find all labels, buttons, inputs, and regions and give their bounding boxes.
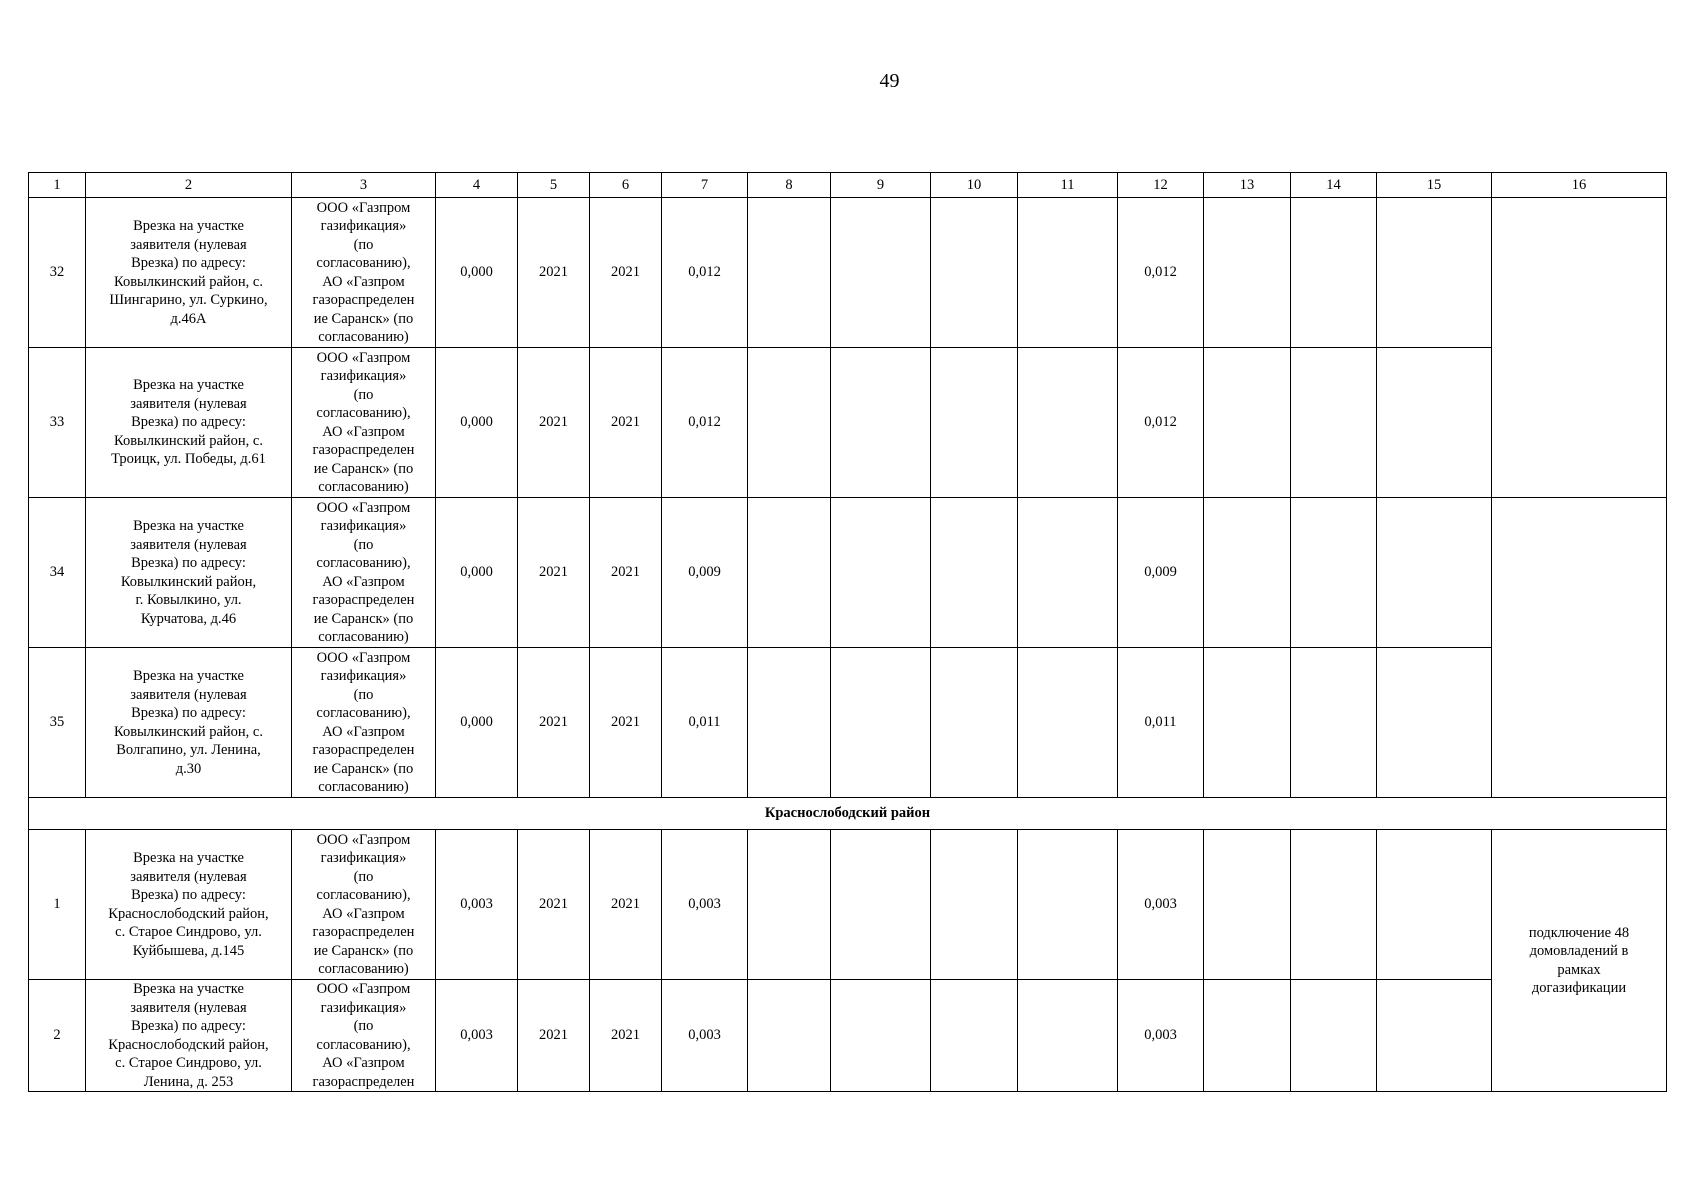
cell-col4: 0,003 — [436, 980, 518, 1092]
table-row — [29, 198, 1667, 348]
cell-col9 — [831, 648, 931, 798]
cell-col9 — [831, 830, 931, 980]
column-header: 16 — [1492, 173, 1667, 198]
cell-col4: 0,000 — [436, 198, 518, 348]
cell-col14 — [1291, 498, 1377, 648]
cell-col6: 2021 — [590, 498, 662, 648]
row-number: 34 — [29, 498, 86, 648]
cell-col14 — [1291, 648, 1377, 798]
cell-col10 — [931, 198, 1018, 348]
cell-col12: 0,009 — [1118, 498, 1204, 648]
column-header: 3 — [292, 173, 436, 198]
column-header: 11 — [1018, 173, 1118, 198]
column-header-row — [29, 173, 1667, 198]
column-header: 9 — [831, 173, 931, 198]
cell-col10 — [931, 348, 1018, 498]
row-number: 1 — [29, 830, 86, 980]
cell-col8 — [748, 198, 831, 348]
cell-col12: 0,003 — [1118, 830, 1204, 980]
cell-col7: 0,003 — [662, 980, 748, 1092]
organization: ООО «Газпром газификация» (по согласованию), АО «Газпром газораспределен ие Саранск» (по согласованию) — [292, 348, 436, 498]
object-description: Врезка на участке заявителя (нулевая Врезка) по адресу: Краснослободский район, с. Старое Синдрово, ул. Ленина, д. 253 — [86, 980, 292, 1092]
cell-col13 — [1204, 498, 1291, 648]
row-number: 32 — [29, 198, 86, 348]
cell-col8 — [748, 648, 831, 798]
cell-col9 — [831, 348, 931, 498]
cell-col7: 0,009 — [662, 498, 748, 648]
cell-col10 — [931, 830, 1018, 980]
cell-col7: 0,011 — [662, 648, 748, 798]
cell-col11 — [1018, 980, 1118, 1092]
object-description: Врезка на участке заявителя (нулевая Врезка) по адресу: Ковылкинский район, с. Волгапино, ул. Ленина, д.30 — [86, 648, 292, 798]
cell-col4: 0,000 — [436, 498, 518, 648]
object-description: Врезка на участке заявителя (нулевая Врезка) по адресу: Ковылкинский район, г. Ковылкино, ул. Курчатова, д.46 — [86, 498, 292, 648]
page-number: 49 — [879, 70, 900, 92]
organization: ООО «Газпром газификация» (по согласованию), АО «Газпром газораспределен ие Саранск» (по согласованию) — [292, 498, 436, 648]
cell-col11 — [1018, 830, 1118, 980]
cell-col8 — [748, 980, 831, 1092]
note-cell — [1492, 498, 1667, 798]
organization: ООО «Газпром газификация» (по согласованию), АО «Газпром газораспределен ие Саранск» (по согласованию) — [292, 198, 436, 348]
cell-col9 — [831, 198, 931, 348]
column-header: 7 — [662, 173, 748, 198]
column-header: 13 — [1204, 173, 1291, 198]
table-row — [29, 498, 1667, 648]
cell-col4: 0,000 — [436, 348, 518, 498]
cell-col14 — [1291, 830, 1377, 980]
cell-col13 — [1204, 648, 1291, 798]
cell-col15 — [1377, 830, 1492, 980]
cell-col10 — [931, 498, 1018, 648]
organization: ООО «Газпром газификация» (по согласованию), АО «Газпром газораспределен ие Саранск» (по согласованию) — [292, 830, 436, 980]
row-number: 35 — [29, 648, 86, 798]
section-row — [29, 798, 1667, 830]
cell-col7: 0,012 — [662, 198, 748, 348]
cell-col5: 2021 — [518, 498, 590, 648]
cell-col12: 0,012 — [1118, 198, 1204, 348]
cell-col13 — [1204, 198, 1291, 348]
cell-col8 — [748, 348, 831, 498]
cell-col14 — [1291, 980, 1377, 1092]
cell-col10 — [931, 648, 1018, 798]
program-table — [28, 172, 1667, 1092]
object-description: Врезка на участке заявителя (нулевая Врезка) по адресу: Ковылкинский район, с. Троицк, ул. Победы, д.61 — [86, 348, 292, 498]
cell-col12: 0,011 — [1118, 648, 1204, 798]
cell-col6: 2021 — [590, 648, 662, 798]
cell-col4: 0,000 — [436, 648, 518, 798]
cell-col5: 2021 — [518, 198, 590, 348]
column-header: 1 — [29, 173, 86, 198]
cell-col11 — [1018, 648, 1118, 798]
cell-col15 — [1377, 498, 1492, 648]
table-row — [29, 348, 1667, 498]
organization: ООО «Газпром газификация» (по согласованию), АО «Газпром газораспределен — [292, 980, 436, 1092]
cell-col14 — [1291, 348, 1377, 498]
cell-col11 — [1018, 348, 1118, 498]
cell-col10 — [931, 980, 1018, 1092]
column-header: 5 — [518, 173, 590, 198]
column-header: 2 — [86, 173, 292, 198]
cell-col12: 0,003 — [1118, 980, 1204, 1092]
cell-col5: 2021 — [518, 348, 590, 498]
cell-col9 — [831, 498, 931, 648]
column-header: 6 — [590, 173, 662, 198]
cell-col7: 0,003 — [662, 830, 748, 980]
cell-col14 — [1291, 198, 1377, 348]
row-number: 33 — [29, 348, 86, 498]
column-header: 14 — [1291, 173, 1377, 198]
cell-col6: 2021 — [590, 198, 662, 348]
table-row — [29, 648, 1667, 798]
column-header: 8 — [748, 173, 831, 198]
cell-col5: 2021 — [518, 830, 590, 980]
column-header: 15 — [1377, 173, 1492, 198]
cell-col4: 0,003 — [436, 830, 518, 980]
cell-col15 — [1377, 648, 1492, 798]
cell-col12: 0,012 — [1118, 348, 1204, 498]
cell-col6: 2021 — [590, 980, 662, 1092]
cell-col6: 2021 — [590, 348, 662, 498]
note-cell: подключение 48 домовладений в рамках догазификации — [1492, 830, 1667, 1092]
cell-col7: 0,012 — [662, 348, 748, 498]
cell-col15 — [1377, 348, 1492, 498]
object-description: Врезка на участке заявителя (нулевая Врезка) по адресу: Краснослободский район, с. Старое Синдрово, ул. Куйбышева, д.145 — [86, 830, 292, 980]
cell-col13 — [1204, 980, 1291, 1092]
cell-col6: 2021 — [590, 830, 662, 980]
cell-col8 — [748, 498, 831, 648]
object-description: Врезка на участке заявителя (нулевая Врезка) по адресу: Ковылкинский район, с. Шингарино, ул. Суркино, д.46А — [86, 198, 292, 348]
table-row — [29, 830, 1667, 980]
cell-col5: 2021 — [518, 980, 590, 1092]
cell-col8 — [748, 830, 831, 980]
organization: ООО «Газпром газификация» (по согласованию), АО «Газпром газораспределен ие Саранск» (по согласованию) — [292, 648, 436, 798]
cell-col5: 2021 — [518, 648, 590, 798]
cell-col15 — [1377, 980, 1492, 1092]
column-header: 10 — [931, 173, 1018, 198]
cell-col11 — [1018, 198, 1118, 348]
column-header: 4 — [436, 173, 518, 198]
cell-col15 — [1377, 198, 1492, 348]
cell-col13 — [1204, 830, 1291, 980]
cell-col13 — [1204, 348, 1291, 498]
cell-col9 — [831, 980, 931, 1092]
column-header: 12 — [1118, 173, 1204, 198]
section-title: Краснослободский район — [29, 798, 1667, 830]
cell-col11 — [1018, 498, 1118, 648]
note-cell — [1492, 198, 1667, 498]
table-row — [29, 980, 1667, 1092]
row-number: 2 — [29, 980, 86, 1092]
